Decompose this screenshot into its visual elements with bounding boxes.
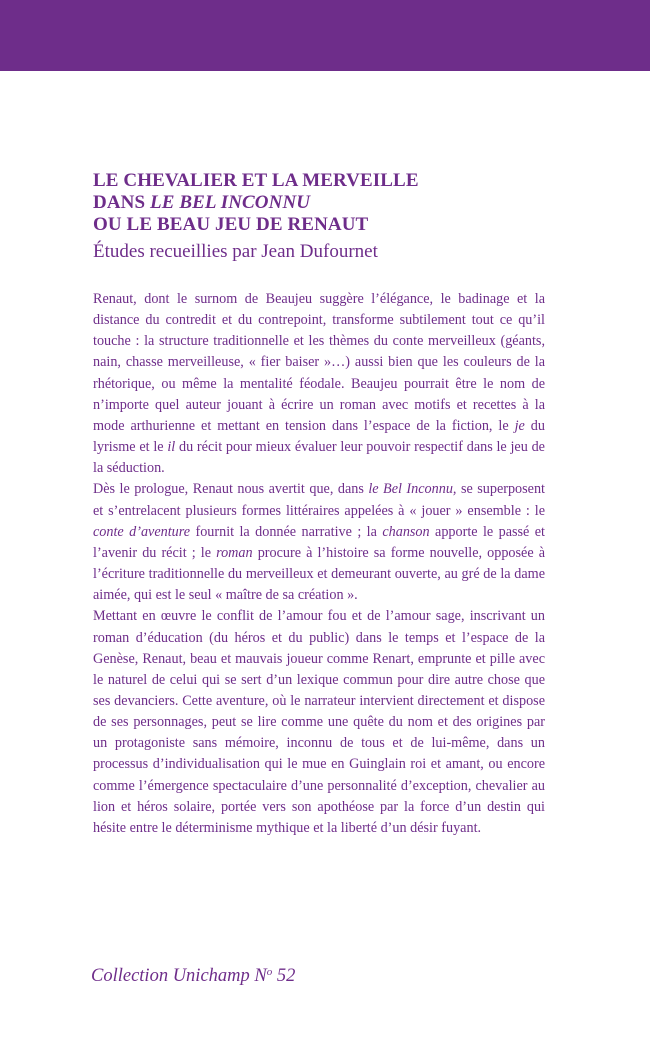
collection-number: 52 bbox=[272, 966, 296, 986]
book-title-line-2 bbox=[93, 192, 553, 214]
italic-run: je bbox=[514, 417, 525, 434]
collection-name: Collection Unichamp N bbox=[91, 966, 267, 986]
italic-run: il bbox=[167, 439, 176, 456]
back-cover-summary bbox=[93, 289, 545, 839]
text-run: du lyrisme et le bbox=[93, 417, 545, 456]
text-run: se superposent et s’entrelacent plusieurs formes littéraires appelées à « jouer » ensemble : le bbox=[93, 481, 546, 519]
italic-run: chanson bbox=[382, 523, 430, 540]
summary-paragraph-3: Mettant en œuvre le conflit de l’amour fou et de l’amour sage, inscrivant un roman d’éducation (du héros et du public) dans le temps et l’espace de la Genèse, Renaut, beau et mauvais joueur comme Renart, emprunte et pille avec le naturel de celui qui se sert d’un lexique commun pour dire autre chose que ses devanciers. Cette aventure, où le narrateur intervient directement et dispose de ses personnages, peut se lire comme une quête du nom et des origines par un protagoniste sans mémoire, inconnu de tous et de lui-même, dans un processus d’individualisation qui le mue en Guinglain roi et amant, ou encore comme l’émergence spectaculaire d’une personnalité d’exception, chevalier au lion et héros solaire, portée vers son apothéose par la force d’un destin qui hésite entre le déterminisme mythique et la liberté d’un désir fuyant. bbox=[93, 608, 545, 836]
summary-paragraph-2 bbox=[93, 479, 545, 606]
text-run: du récit pour mieux évaluer leur pouvoir respectif dans le jeu de la séduction. bbox=[93, 439, 545, 477]
italic-run: le Bel Inconnu, bbox=[368, 481, 457, 498]
text-run: procure à l’histoire sa forme nouvelle, opposée à l’écriture traditionnelle du merveilleux et demeurant ouverte, au gré de la dame aimée, qui est le seul « maître de sa création ». bbox=[93, 544, 545, 604]
summary-paragraph-1 bbox=[93, 289, 545, 479]
title-italic-work: LE BEL INCONNU bbox=[149, 192, 311, 213]
collection-label bbox=[91, 960, 295, 988]
top-color-band bbox=[0, 0, 650, 71]
number-sign-superscript: o bbox=[266, 966, 273, 978]
text-run: apporte le passé et l’avenir du récit ; le bbox=[93, 523, 545, 561]
book-subtitle: Études recueillies par Jean Dufournet bbox=[93, 241, 378, 262]
italic-run: roman bbox=[216, 544, 253, 561]
text-run: fournit la donnée narrative ; la bbox=[190, 523, 383, 540]
text-run: Renaut, dont le surnom de Beaujeu suggère l’élégance, le badinage et la distance du contredit et du contrepoint, transforme subtilement tout ce qu’il touche : la structure traditionnelle et les thèmes du conte merveilleux (géants, nain, chasse merveilleuse, « fier baiser »…) aussi bien que les couleurs de la rhétorique, ou même la mentalité féodale. Beaujeu pourrait être le nom de n’importe quel auteur jouant à écrire un roman avec motifs et recettes à la mode arthurienne et mettant en tension dans l’espace de la fiction, le bbox=[93, 291, 545, 434]
title-block bbox=[93, 170, 553, 264]
book-title-line-1: LE CHEVALIER ET LA MERVEILLE bbox=[93, 170, 419, 191]
text-run: Dès le prologue, Renaut nous avertit que, dans bbox=[93, 481, 369, 498]
title-prefix: DANS bbox=[93, 192, 150, 213]
italic-run: conte d’aventure bbox=[93, 523, 191, 540]
book-title-line-3: OU LE BEAU JEU DE RENAUT bbox=[93, 214, 369, 235]
